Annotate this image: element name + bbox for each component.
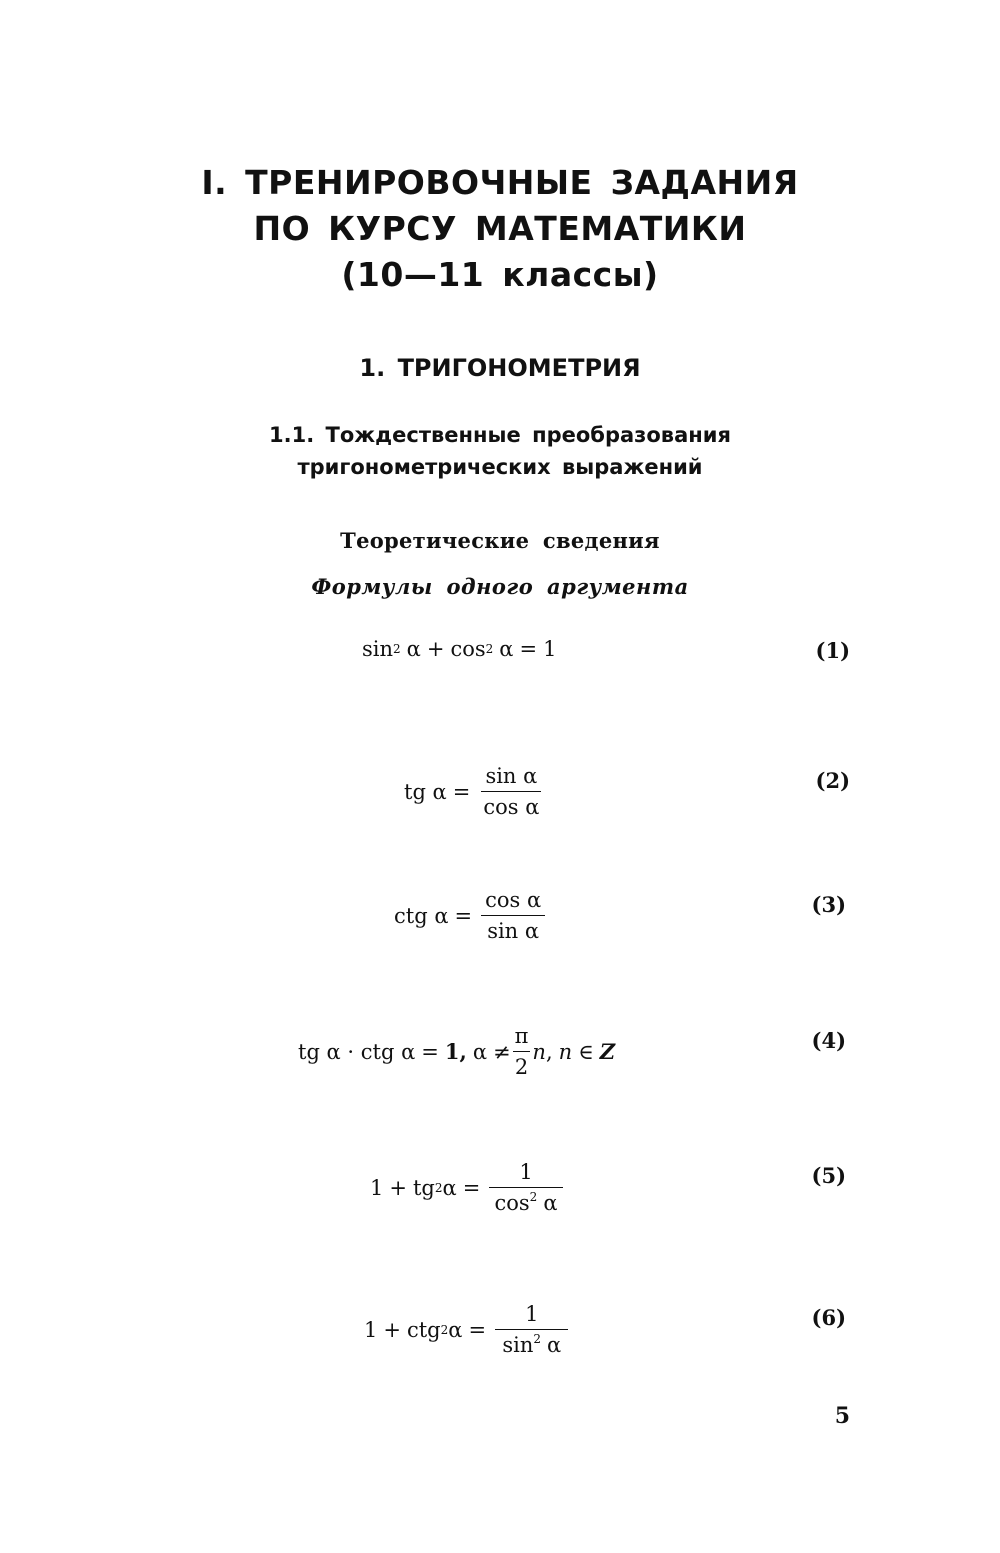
formula-4-lhs: tg α · ctg α [298,1039,416,1064]
formula-2-equals: = [452,779,471,804]
formula-4 [298,1024,615,1079]
formula-1-sin: sin [362,637,394,661]
chapter-title-line-1: I. ТРЕНИРОВОЧНЫЕ ЗАДАНИЯ [201,163,799,202]
formula-3-lhs: ctg α [394,903,449,928]
formula-2-numerator: sin α [481,764,541,792]
formula-1-cos: cos [450,637,486,661]
formula-4-numerator: π [513,1024,531,1052]
formula-6-den-exponent: 2 [533,1332,541,1346]
formula-6-denominator [498,1330,565,1357]
formula-4-denominator: 2 [514,1055,529,1079]
formula-3-numerator: cos α [481,888,545,916]
formula-5-alpha: α [442,1175,457,1200]
formula-3 [394,888,548,943]
formula-1-rhs: 1 [543,637,557,661]
formula-6-one: 1 [364,1317,378,1342]
formula-2 [404,764,546,819]
formula-4-fraction [513,1024,531,1079]
formula-4-alpha: α [472,1039,487,1064]
formula-1: sin 2 α + cos 2 α = 1 [362,637,557,661]
formula-4-neq: ≠ [493,1039,511,1064]
subsection-title-line-2: тригонометрических выражений [297,455,703,479]
formula-3-number: (3) [811,892,846,917]
formula-4-n-1: n [532,1039,546,1064]
formula-4-integers-set: Z [599,1039,616,1064]
formulas-heading: Формулы одного аргумента [311,574,689,599]
formula-2-fraction [479,764,543,819]
formula-1-alpha-1: α [406,637,421,661]
formula-3-fraction [481,888,545,943]
formula-3-equals: = [454,903,473,928]
formula-4-comma: , [545,1039,553,1064]
formula-1-number: (1) [815,638,850,663]
formula-6-fraction [495,1302,568,1357]
formula-6: 1 + ctg 2 α = $\frac{1}{\sin^2 \alpha}$ [364,1302,571,1357]
formula-4-n-2: n [558,1039,573,1064]
formula-3-denominator: sin α [487,919,540,943]
formula-5-one: 1 [370,1175,384,1200]
formula-5-number: (5) [811,1163,846,1188]
formula-5-den-exponent: 2 [529,1190,538,1204]
chapter-title-line-3: (10—11 классы) [341,255,659,294]
formula-4-equals: = [421,1039,439,1064]
formula-6-den-sin: sin [502,1333,534,1357]
formula-5-numerator: 1 [489,1160,562,1188]
formula-4-element-of: ∈ [578,1039,594,1064]
page-number: 5 [834,1403,850,1429]
formula-5: 1 + tg 2 α = $\frac{1}{\cos^2 \alpha}$ [370,1160,566,1215]
chapter-title-line-2: ПО КУРСУ МАТЕМАТИКИ [253,209,747,248]
formula-1-plus: + [426,637,445,661]
formula-6-ctg: ctg [406,1317,441,1342]
formula-5-equals: = [462,1175,481,1200]
subsection-title-line-1: 1.1. Тождественные преобразования [269,423,731,447]
formula-5-fraction [489,1160,562,1215]
formula-2-number: (2) [815,768,850,793]
formula-1-equals: = [519,637,538,661]
formula-2-lhs: tg α [404,779,447,804]
formula-6-plus: + [383,1317,401,1342]
formula-6-den-alpha: α [547,1333,562,1357]
formula-5-tg: tg [412,1175,435,1200]
theory-heading: Теоретические сведения [340,528,660,553]
formula-6-numerator: 1 [495,1302,568,1330]
section-title: 1. ТРИГОНОМЕТРИЯ [359,354,641,382]
formula-2-denominator: cos α [483,795,540,819]
formula-5-denominator [490,1188,561,1215]
formula-5-plus: + [389,1175,407,1200]
formula-6-number: (6) [811,1305,846,1330]
formula-5-den-alpha: α [543,1191,558,1215]
formula-4-value: 1, [444,1039,467,1064]
formula-1-alpha-2: α [499,637,514,661]
formula-4-number: (4) [811,1028,846,1053]
formula-5-den-cos: cos [494,1191,530,1215]
formula-6-equals: = [468,1317,487,1342]
formula-6-alpha: α [448,1317,463,1342]
